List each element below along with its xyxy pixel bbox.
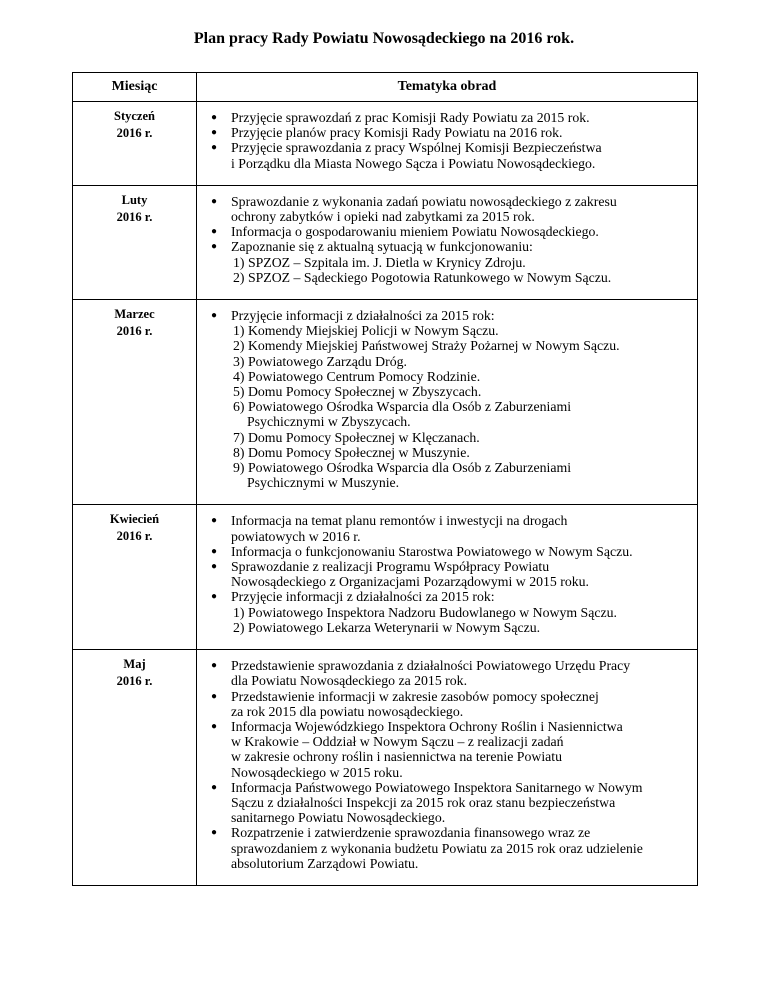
month-year: 2016 r. <box>116 529 153 544</box>
sub-item-line: Psychicznymi w Zbyszycach. <box>247 414 411 430</box>
item-text-line: Rozpatrzenie i zatwierdzenie sprawozdania finansowego wraz ze <box>231 825 591 841</box>
month-cell <box>73 650 197 886</box>
sub-item-line: 6) Powiatowego Ośrodka Wsparcia dla Osób z Zaburzeniami <box>233 399 572 415</box>
item-text-line: Przyjęcie informacji z działalności za 2015 rok: <box>231 308 495 324</box>
bullet-icon: ● <box>211 142 218 154</box>
sub-item-line: 3) Powiatowego Zarządu Dróg. <box>233 353 407 369</box>
month-name: Luty <box>121 192 148 207</box>
item-text-line: absolutorium Zarządowi Powiatu. <box>231 855 419 871</box>
bullet-icon: ● <box>211 561 218 573</box>
list-item <box>197 239 691 285</box>
month-cell <box>73 102 197 186</box>
list-item <box>197 110 691 125</box>
sub-item-line: 4) Powiatowego Centrum Pomocy Rodzinie. <box>233 368 481 384</box>
table-row <box>73 300 698 505</box>
item-text-line: w zakresie ochrony roślin i nasiennictwa na terenie Powiatu <box>231 749 563 765</box>
item-text-line: sprawozdaniem z wykonania budżetu Powiatu za 2015 rok oraz udzielenie <box>231 840 643 856</box>
item-text-line: powiatowych w 2016 r. <box>231 528 361 544</box>
item-text-line: dla Powiatu Nowosądeckiego za 2015 rok. <box>231 673 468 689</box>
list-item <box>197 513 691 543</box>
topic-cell <box>197 102 698 186</box>
month-cell <box>73 505 197 650</box>
month-year: 2016 r. <box>116 126 153 140</box>
table-body <box>73 102 698 886</box>
sub-item-line: 2) SPZOZ – Sądeckiego Pogotowia Ratunkowego w Nowym Sączu. <box>233 269 612 285</box>
bullet-icon: ● <box>211 781 218 793</box>
list-item <box>197 780 691 826</box>
list-item <box>197 825 691 871</box>
bullet-icon: ● <box>211 720 218 732</box>
bullet-icon: ● <box>211 226 218 238</box>
bullet-icon: ● <box>211 195 218 207</box>
bullet-icon: ● <box>211 515 218 527</box>
month-name: Styczeń <box>114 109 155 123</box>
table-row <box>73 185 698 299</box>
item-text-line: za rok 2015 dla powiatu nowosądeckiego. <box>231 703 464 719</box>
bullet-icon: ● <box>211 690 218 702</box>
item-text-line: Przyjęcie sprawozdań z prac Komisji Rady Powiatu za 2015 rok. <box>231 110 590 125</box>
table-row <box>73 650 698 886</box>
month-name: Marzec <box>114 307 155 322</box>
table-header-row <box>73 73 698 102</box>
month-name: Kwiecień <box>109 512 160 527</box>
month-year: 2016 r. <box>116 674 153 689</box>
sub-item-line: Psychicznymi w Muszynie. <box>247 475 400 491</box>
sub-item-line: 7) Domu Pomocy Społecznej w Klęczanach. <box>233 429 480 445</box>
sub-item-line: 8) Domu Pomocy Społecznej w Muszynie. <box>233 444 470 460</box>
sub-item-line: 1) Komendy Miejskiej Policji w Nowym Sączu. <box>233 323 499 339</box>
item-text-line: Przedstawienie informacji w zakresie zasobów pomocy społecznej <box>231 688 599 704</box>
sub-item-line: 2) Komendy Miejskiej Państwowej Straży Pożarnej w Nowym Sączu. <box>233 338 620 354</box>
item-text-line: Sprawozdanie z wykonania zadań powiatu nowosądeckiego z zakresu <box>231 193 617 209</box>
item-text-line: i Porządku dla Miasta Nowego Sącza i Powiatu Nowosądeckiego. <box>231 155 596 171</box>
sub-item-line: 9) Powiatowego Ośrodka Wsparcia dla Osób z Zaburzeniami <box>233 460 572 476</box>
item-text-line: Nowosądeckiego w 2015 roku. <box>231 764 403 780</box>
item-text-line: Przyjęcie planów pracy Komisji Rady Powiatu na 2016 rok. <box>231 125 563 141</box>
topic-cell <box>197 650 698 886</box>
list-item <box>197 689 691 719</box>
topic-cell <box>197 185 698 299</box>
item-text-line: Sączu z działalności Inspekcji za 2015 rok oraz stanu bezpieczeństwa <box>231 794 616 810</box>
list-item <box>197 224 691 239</box>
list-item <box>197 589 691 635</box>
plan-table <box>72 72 698 886</box>
month-name: Maj <box>123 657 146 672</box>
table-row <box>73 102 698 186</box>
month-cell <box>73 300 197 505</box>
sub-item-line: 1) SPZOZ – Szpitala im. J. Dietla w Krynicy Zdroju. <box>233 254 526 270</box>
list-item <box>197 719 691 780</box>
item-text-line: w Krakowie – Oddział w Nowym Sączu – z realizacji zadań <box>231 734 564 750</box>
bullet-icon: ● <box>211 545 218 557</box>
item-text-line: Przedstawienie sprawozdania z działalności Powiatowego Urzędu Pracy <box>231 658 631 674</box>
month-year: 2016 r. <box>116 209 153 224</box>
bullet-icon: ● <box>211 591 218 603</box>
item-text-line: sanitarnego Powiatu Nowosądeckiego. <box>231 810 446 826</box>
item-text-line: Zapoznanie się z aktualną sytuacją w funkcjonowaniu: <box>231 239 533 255</box>
item-text-line: Informacja Wojewódzkiego Inspektora Ochrony Roślin i Nasiennictwa <box>231 718 623 734</box>
bullet-icon: ● <box>211 310 218 322</box>
item-text-line: Informacja na temat planu remontów i inwestycji na drogach <box>231 513 568 529</box>
bullet-icon: ● <box>211 827 218 839</box>
table-row <box>73 505 698 650</box>
item-text-line: Informacja Państwowego Powiatowego Inspektora Sanitarnego w Nowym <box>231 779 643 795</box>
bullet-icon: ● <box>211 660 218 672</box>
item-text-line: ochrony zabytków i opieki nad zabytkami za 2015 rok. <box>231 209 535 225</box>
document-title: Plan pracy Rady Powiatu Nowosądeckiego na 2016 rok. <box>193 30 575 47</box>
topic-cell <box>197 300 698 505</box>
topic-cell <box>197 505 698 650</box>
list-item <box>197 559 691 589</box>
list-item <box>197 125 691 140</box>
item-text-line: Sprawozdanie z realizacji Programu Współpracy Powiatu <box>231 559 550 575</box>
column-header-topic: Tematyka obrad <box>197 73 698 102</box>
month-cell <box>73 185 197 299</box>
item-text-line: Nowosądeckiego z Organizacjami Pozarządowymi w 2015 roku. <box>231 574 589 590</box>
month-year: 2016 r. <box>116 324 153 339</box>
list-item <box>197 544 691 559</box>
item-text-line: Przyjęcie informacji z działalności za 2015 rok: <box>231 589 495 605</box>
bullet-icon: ● <box>211 241 218 253</box>
column-header-month: Miesiąc <box>73 73 197 102</box>
sub-item-line: 1) Powiatowego Inspektora Nadzoru Budowlanego w Nowym Sączu. <box>233 604 617 620</box>
list-item <box>197 658 691 688</box>
bullet-icon: ● <box>211 127 218 139</box>
list-item <box>197 194 691 224</box>
item-text-line: Informacja o gospodarowaniu mieniem Powiatu Nowosądeckiego. <box>231 224 599 240</box>
list-item <box>197 308 691 490</box>
bullet-icon: ● <box>211 112 218 123</box>
list-item <box>197 140 691 170</box>
sub-item-line: 2) Powiatowego Lekarza Weterynarii w Nowym Sączu. <box>233 619 541 635</box>
sub-item-line: 5) Domu Pomocy Społecznej w Zbyszycach. <box>233 384 482 400</box>
item-text-line: Informacja o funkcjonowaniu Starostwa Powiatowego w Nowym Sączu. <box>231 543 633 559</box>
item-text-line: Przyjęcie sprawozdania z pracy Wspólnej Komisji Bezpieczeństwa <box>231 140 602 156</box>
